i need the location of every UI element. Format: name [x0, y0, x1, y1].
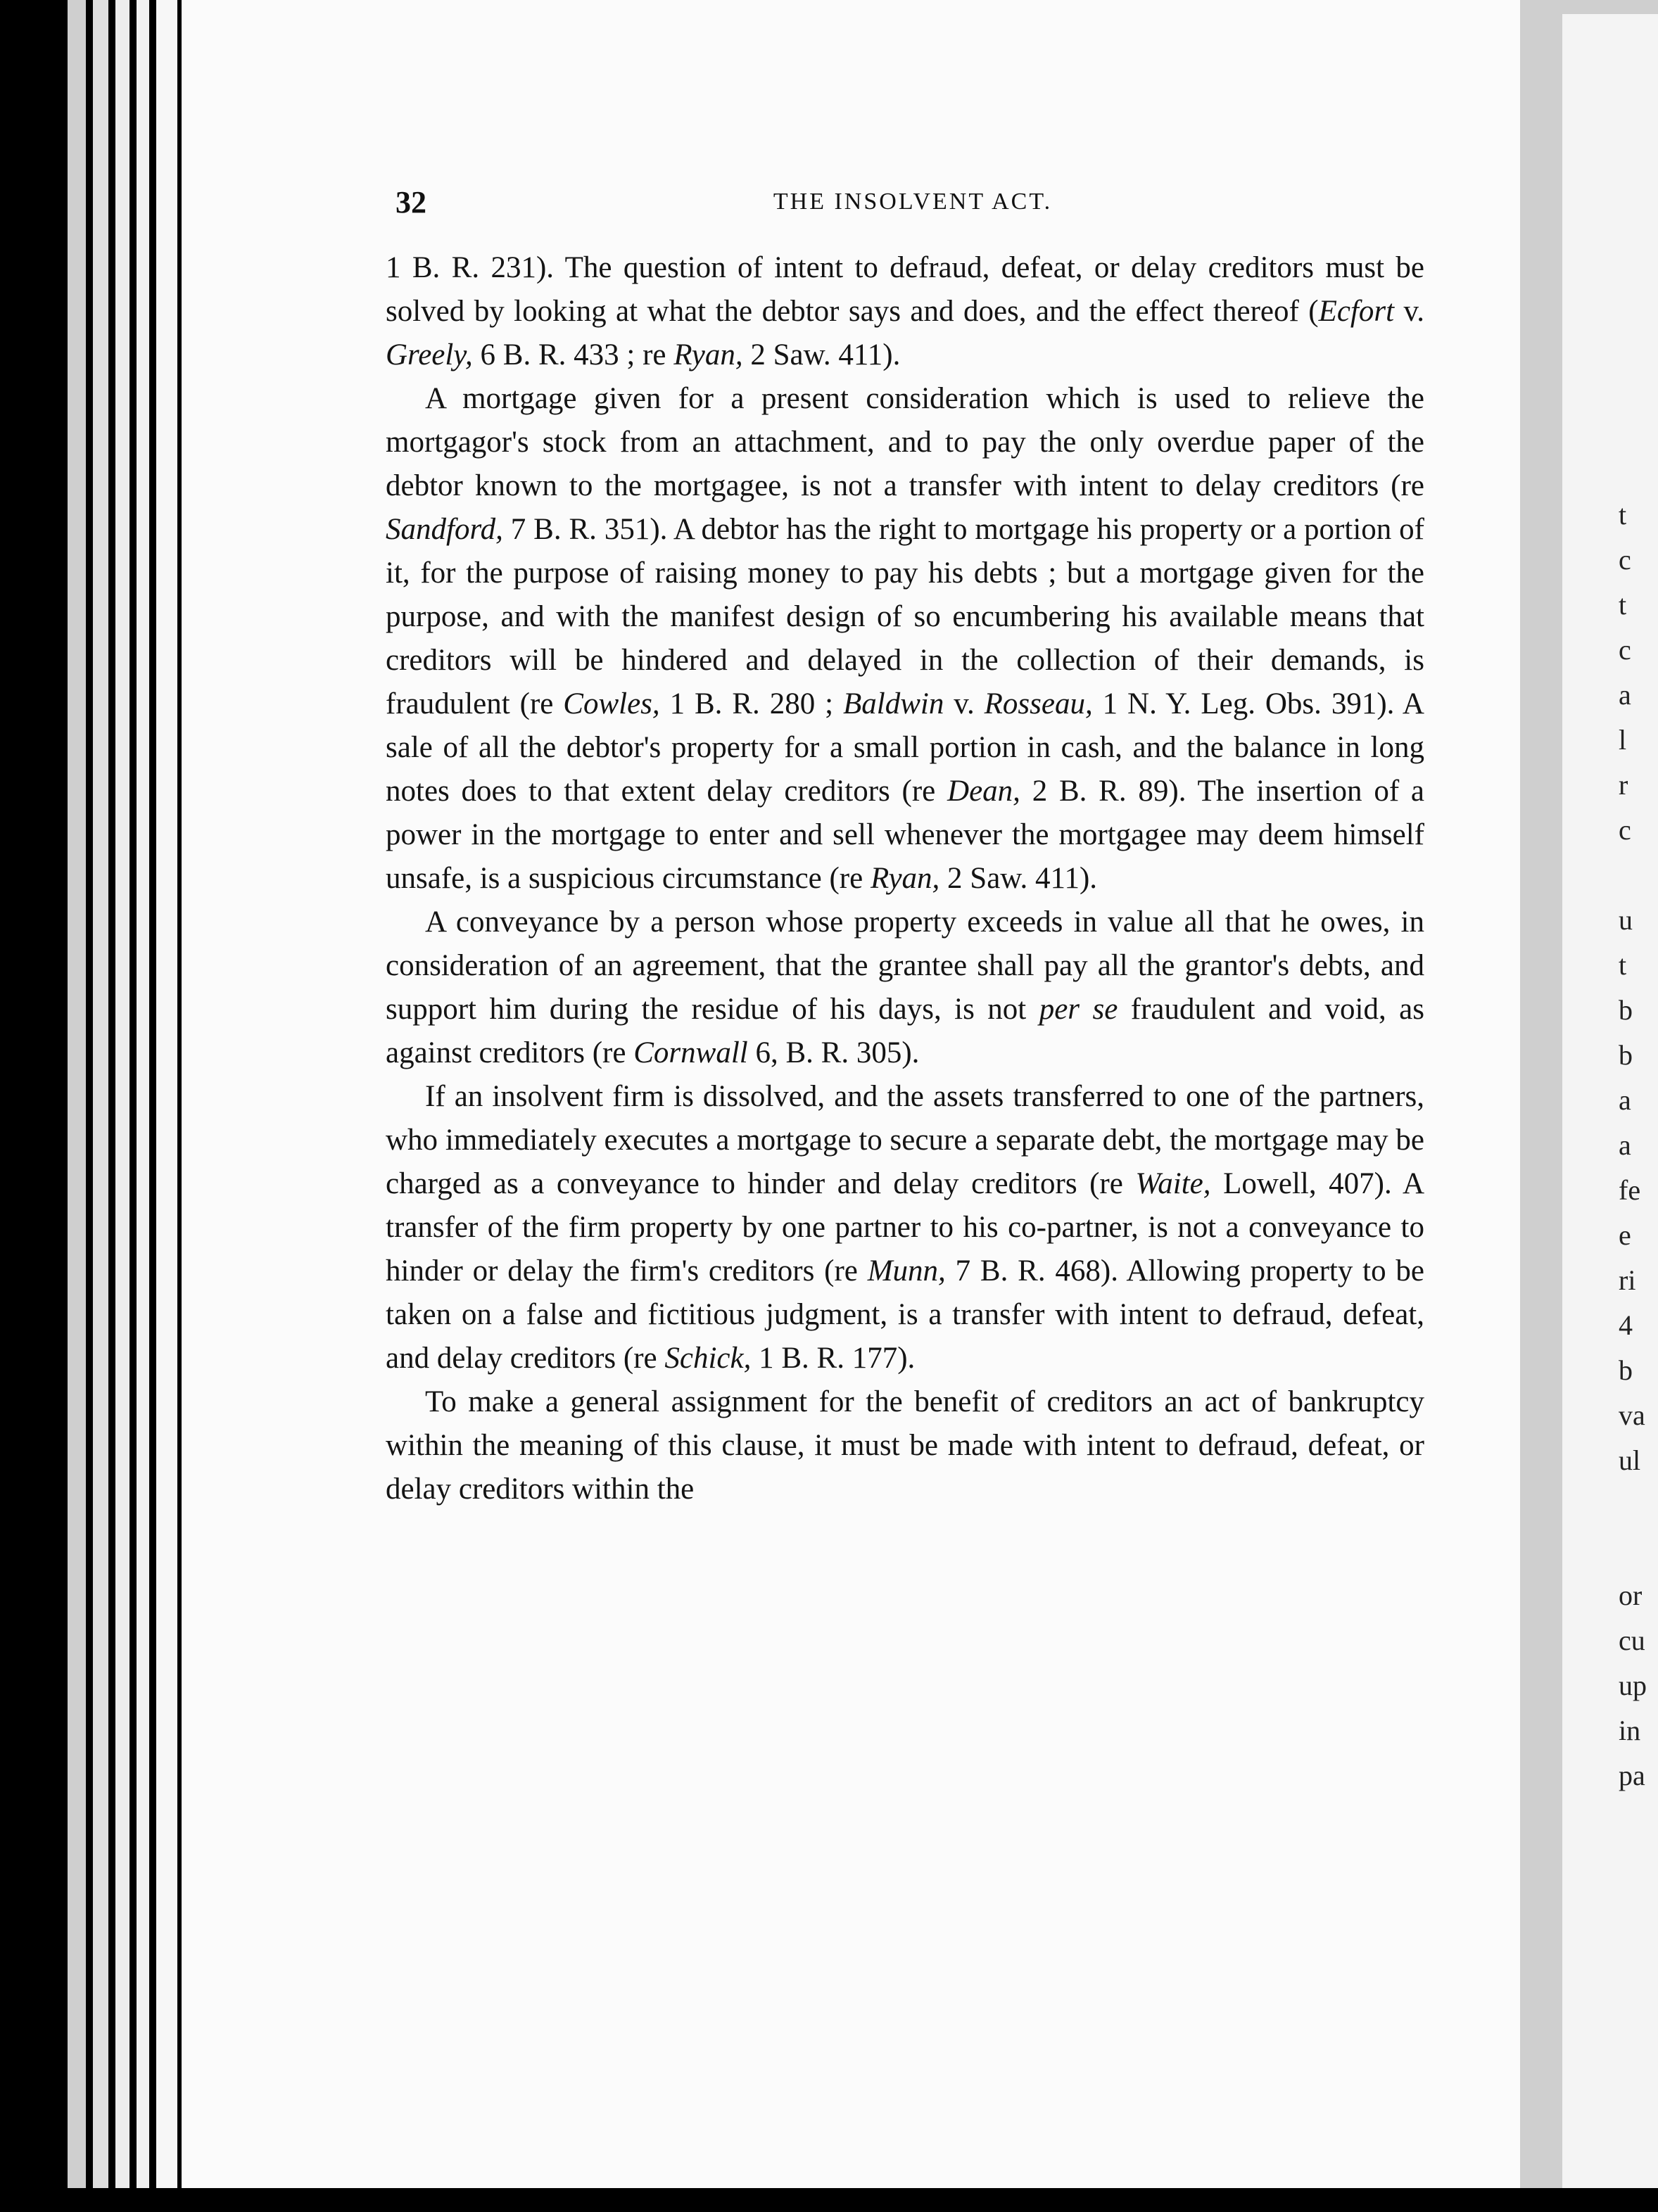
facing-page-fragment: b [1619, 994, 1633, 1026]
facing-page-fragment: b [1619, 1354, 1633, 1386]
case-name: Cornwall [633, 1036, 748, 1069]
text-run: v. [1394, 295, 1424, 328]
text-run: 1 N. Y. Leg. Obs. 391). A sale of all the debtor's property for a small portion in cash, and the balance in long notes does to that extent delay creditors (re [386, 687, 1424, 808]
text-run: 6, B. R. 305). [747, 1036, 920, 1069]
facing-page-fragment [1619, 1528, 1658, 1573]
case-name: Sandford, [386, 513, 503, 546]
page-number: 32 [395, 185, 426, 220]
paragraph [386, 246, 1424, 377]
facing-page-fragment: t [1619, 499, 1627, 530]
paragraph [386, 901, 1424, 1075]
facing-page-fragment: l [1619, 724, 1627, 756]
book-page-edges [0, 0, 204, 2212]
text-run: 6 B. R. 433 ; re [472, 338, 674, 371]
text-run: 2 Saw. 411). [742, 338, 901, 371]
facing-page-fragment: c [1619, 814, 1631, 846]
case-name: Cowles, [563, 687, 660, 720]
text-run: A conveyance by a person whose property exceeds in value all that he owes, in consideration of an agreement, that the grantee shall pay all the grantor's debts, and support him during the residue of his days, is not [386, 905, 1424, 1026]
facing-page-fragment: va [1619, 1399, 1645, 1431]
text-run: A mortgage given for a present consideration which is used to relieve the mortgagor's stock from an attachment, and to pay the only overdue paper of the debtor known to the mortgagee, is not a transfer with intent to delay creditors (re [386, 382, 1424, 502]
facing-page-fragment: b [1619, 1039, 1633, 1071]
text-run: 2 B. R. 89). The insertion of a power in the mortgage to enter and sell whenever the mortgagee may deem himself unsafe, is a suspicious circumstance (re [386, 775, 1425, 895]
case-name: Ecfort [1318, 295, 1395, 328]
facing-page-fragment: up [1619, 1670, 1647, 1701]
facing-page-fragment [1619, 1483, 1658, 1528]
case-name: Dean, [947, 775, 1020, 808]
facing-page-fragment: a [1619, 1129, 1631, 1161]
body-text [386, 246, 1424, 1511]
facing-page-fragment: a [1619, 679, 1631, 711]
facing-page-fragment: r [1619, 769, 1628, 801]
text-run: To make a general assignment for the benefit of creditors an act of bankruptcy within the meaning of this clause, it must be made with intent to defraud, defeat, or delay creditors within the [386, 1385, 1424, 1506]
case-name: Munn, [867, 1254, 946, 1288]
case-name: Ryan, [870, 862, 940, 895]
scan-border [0, 2188, 1658, 2212]
text-run: 7 B. R. 351). A debtor has the right to mortgage his property or a portion of it, for the purpose of raising money to pay his debts ; but a mortgage given for the purpose, and with the manifest design of so encumbering his available means that creditors will be hindered and delayed in the collection of their demands, is fraudulent (re [386, 513, 1424, 720]
case-name: Waite, [1135, 1167, 1211, 1200]
running-head [395, 184, 1430, 227]
case-name: Schick, [664, 1342, 752, 1375]
facing-page-text-fragments [1619, 492, 1658, 1798]
facing-page-fragment: pa [1619, 1760, 1645, 1791]
facing-page-fragment: u [1619, 904, 1633, 936]
facing-page-fragment: in [1619, 1715, 1641, 1746]
text-run: If an insolvent firm is dissolved, and the assets transferred to one of the partners, who immediately executes a mortgage to secure a separate debt, the mortgage may be charged as a conveyance to hinder and delay creditors (re [386, 1080, 1424, 1200]
facing-page-fragment: or [1619, 1579, 1643, 1611]
facing-page-fragment: a [1619, 1084, 1631, 1116]
text-run: 1 B. R. 231). The question of intent to defraud, defeat, or delay creditors must be solved by looking at what the debtor says and does, and the effect thereof ( [386, 251, 1424, 328]
text-run: 1 B. R. 177). [751, 1342, 916, 1375]
facing-page-fragment: c [1619, 544, 1631, 576]
facing-page-fragment: t [1619, 589, 1627, 621]
facing-page-fragment: ri [1619, 1264, 1636, 1296]
case-name: Ryan, [673, 338, 743, 371]
running-title: THE INSOLVENT ACT. [773, 189, 1053, 215]
text-run: v. [944, 687, 985, 720]
facing-page-fragment: e [1619, 1219, 1631, 1251]
facing-page-fragment [1619, 853, 1658, 898]
text-run: 1 B. R. 280 ; [659, 687, 843, 720]
facing-page-fragment: c [1619, 634, 1631, 666]
facing-page-fragment: fe [1619, 1174, 1641, 1206]
paragraph [386, 1380, 1424, 1511]
case-name: Greely, [386, 338, 473, 371]
paragraph [386, 1075, 1424, 1380]
facing-page-fragment: t [1619, 949, 1627, 981]
facing-page-fragment: 4 [1619, 1309, 1633, 1341]
case-name: per se [1039, 993, 1118, 1026]
paragraph [386, 377, 1424, 901]
text-run: fraudulent and void, as against creditors (re [386, 993, 1424, 1069]
facing-page-fragment: cu [1619, 1625, 1645, 1656]
case-name: Rosseau, [984, 687, 1093, 720]
case-name: Baldwin [842, 687, 944, 720]
facing-page-fragment: ul [1619, 1444, 1641, 1476]
text-run: 2 Saw. 411). [939, 862, 1098, 895]
text-run: 7 B. R. 468). Allowing property to be taken on a false and fictitious judgment, is a transfer with intent to defraud, defeat, and delay creditors (re [386, 1254, 1424, 1375]
text-run: Lowell, 407). A transfer of the firm property by one partner to his co-partner, is not a conveyance to hinder or delay the firm's creditors (re [386, 1167, 1424, 1288]
